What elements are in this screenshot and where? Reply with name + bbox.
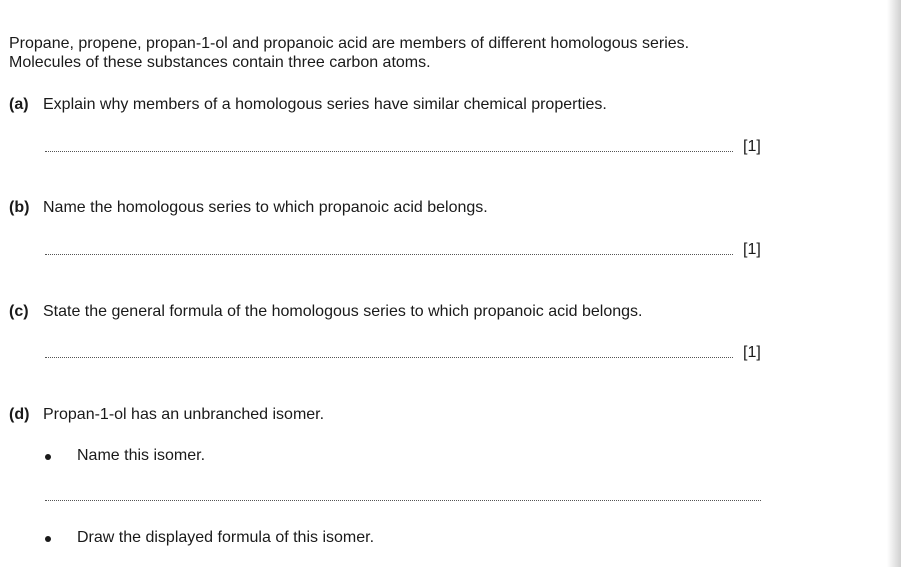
part-c-marks: [1]: [743, 344, 761, 361]
part-d-bullet-2: Draw the displayed formula of this isomer.: [77, 529, 375, 546]
intro-line-2: Molecules of these substances contain three carbon atoms.: [9, 54, 431, 71]
part-a-marks: [1]: [743, 138, 761, 155]
bullet-icon: [45, 454, 51, 460]
part-d-label: (d): [9, 406, 30, 423]
part-b-question: Name the homologous series to which propanoic acid belongs.: [43, 199, 488, 216]
part-b-answer-line[interactable]: [45, 254, 733, 255]
part-c-label: (c): [9, 303, 29, 320]
part-b-marks: [1]: [743, 241, 761, 258]
part-a-answer-line[interactable]: [45, 151, 733, 152]
part-d-question: Propan-1-ol has an unbranched isomer.: [43, 406, 325, 423]
part-a-label: (a): [9, 96, 29, 113]
part-c-answer-line[interactable]: [45, 357, 733, 358]
page-edge-shadow: [887, 0, 901, 567]
part-c-question: State the general formula of the homologous series to which propanoic acid belongs.: [43, 303, 643, 320]
part-d-answer-line[interactable]: [45, 500, 761, 501]
part-b-label: (b): [9, 199, 30, 216]
intro-line-1: Propane, propene, propan-1-ol and propanoic acid are members of different homologous series.: [9, 35, 690, 52]
part-d-bullet-1: Name this isomer.: [77, 447, 206, 464]
bullet-icon: [45, 536, 51, 542]
part-a-question: Explain why members of a homologous series have similar chemical properties.: [43, 96, 607, 113]
